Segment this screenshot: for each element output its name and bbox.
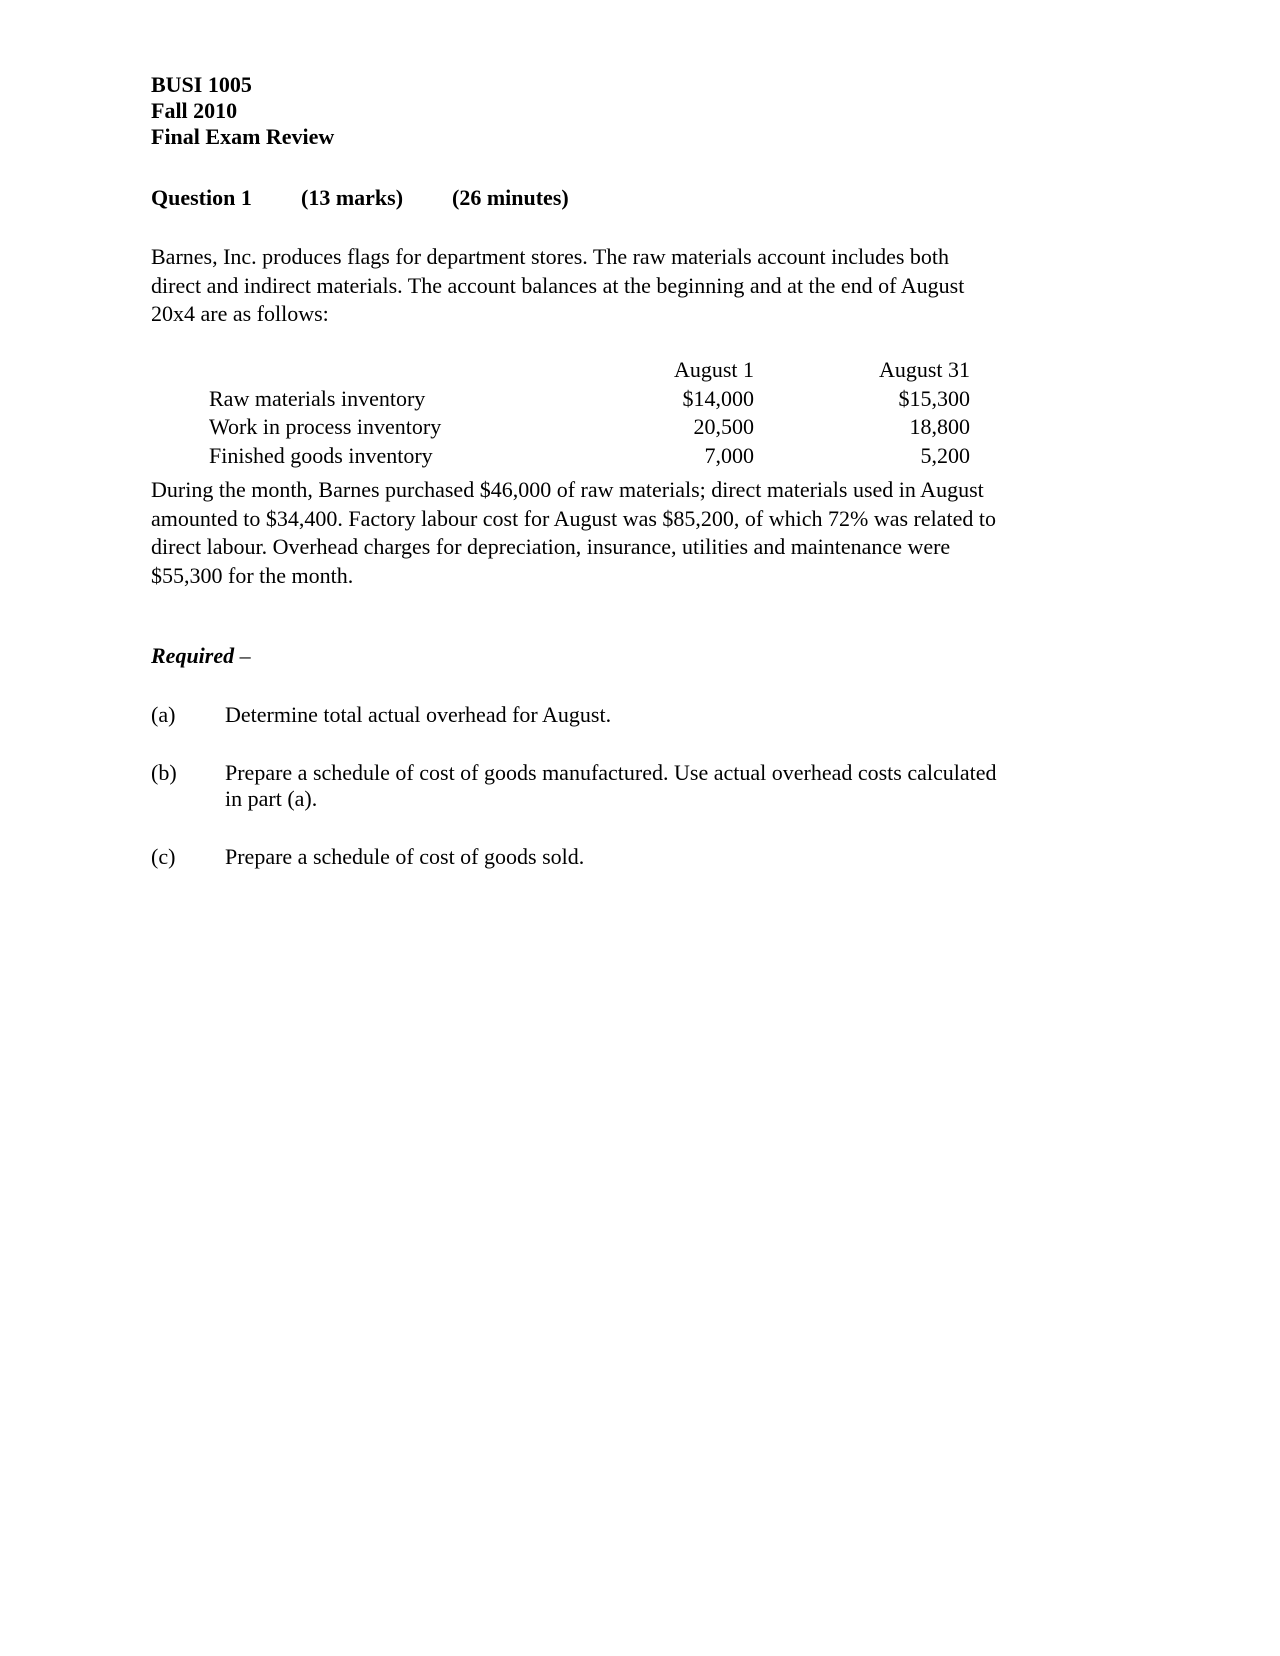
item-line: in part (a).	[225, 785, 318, 811]
required-heading	[151, 642, 251, 670]
cell-august-1: 7,000	[704, 443, 754, 469]
intro-line: 20x4 are as follows:	[151, 301, 329, 326]
table-row	[151, 413, 1131, 442]
document-header	[151, 72, 1131, 150]
item-text	[225, 844, 1125, 870]
item-marker: (c)	[151, 844, 176, 869]
intro-paragraph	[151, 243, 964, 329]
document-title: Final Exam Review	[151, 124, 335, 149]
required-label: Required	[151, 643, 235, 668]
question-label: Question 1	[151, 185, 252, 210]
intro-line: Barnes, Inc. produces flags for department stores. The raw materials account includes both	[151, 244, 950, 269]
table-header-row	[151, 356, 1131, 385]
column-header-august-1: August 1	[673, 357, 754, 382]
intro-line: direct and indirect materials. The account balances at the beginning and at the end of August	[151, 272, 965, 298]
course-code: BUSI 1005	[151, 72, 252, 97]
table-row	[151, 385, 1131, 414]
item-marker: (a)	[151, 702, 176, 727]
item-text	[225, 760, 1125, 811]
item-marker: (b)	[151, 760, 177, 785]
cell-august-31: $15,300	[898, 385, 970, 411]
row-label: Finished goods inventory	[209, 443, 433, 469]
question-marks: (13 marks)	[301, 185, 404, 210]
details-line: During the month, Barnes purchased $46,000 of raw materials; direct materials used in August	[151, 477, 984, 502]
item-line: Prepare a schedule of cost of goods sold.	[225, 844, 585, 869]
inventory-balances-table	[151, 356, 1131, 471]
cell-august-1: $14,000	[682, 385, 754, 411]
details-paragraph	[151, 476, 996, 590]
details-line: direct labour. Overhead charges for depreciation, insurance, utilities and maintenance were	[151, 534, 951, 559]
item-text	[225, 702, 1125, 728]
required-dash: –	[234, 643, 251, 668]
item-line: Determine total actual overhead for August.	[225, 702, 612, 727]
table-row	[151, 442, 1131, 471]
details-line: $55,300 for the month.	[151, 562, 354, 588]
row-label: Work in process inventory	[209, 414, 442, 440]
question-time: (26 minutes)	[452, 185, 569, 210]
item-line: Prepare a schedule of cost of goods manufactured. Use actual overhead costs calculated	[225, 760, 997, 785]
term: Fall 2010	[151, 98, 238, 123]
cell-august-31: 5,200	[920, 443, 970, 469]
cell-august-31: 18,800	[909, 414, 970, 440]
cell-august-1: 20,500	[693, 414, 754, 440]
column-header-august-31: August 31	[878, 357, 970, 382]
details-line: amounted to $34,400. Factory labour cost for August was $85,200, of which 72% was related to	[151, 505, 997, 531]
row-label: Raw materials inventory	[209, 385, 426, 411]
exam-page	[151, 72, 1131, 869]
